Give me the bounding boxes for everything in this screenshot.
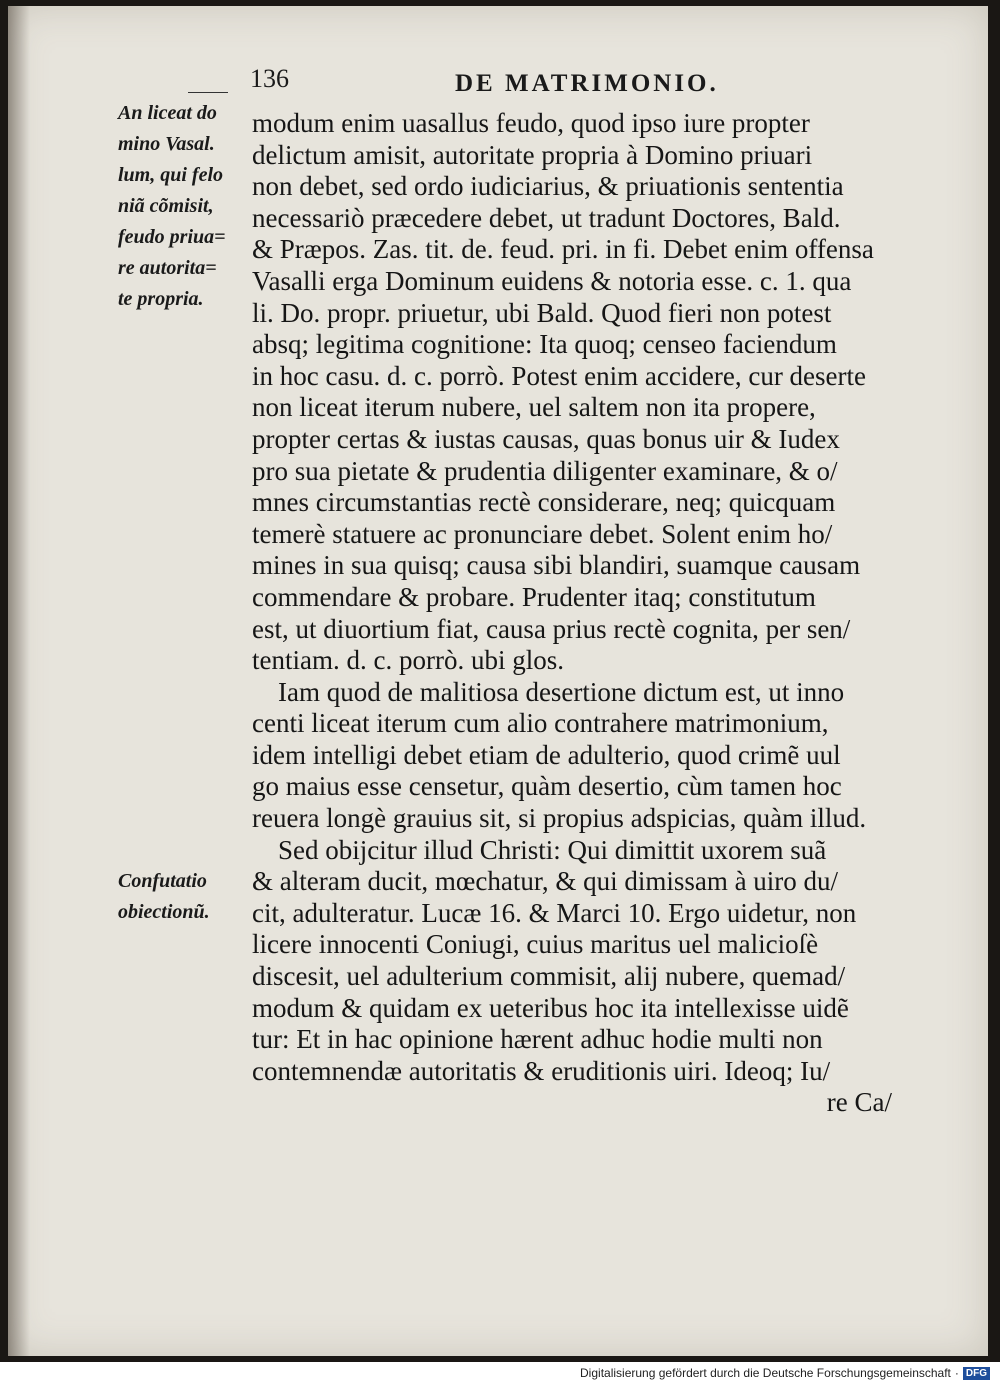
text-line: temerè statuere ac pronunciare debet. Solent enim ho/ xyxy=(252,518,833,549)
marginal-line: Confutatio xyxy=(118,870,207,892)
text-line: go maius esse censetur, quàm desertio, cùm tamen hoc xyxy=(252,771,842,802)
text-line: discesit, uel adulterium commisit, alij nubere, quemad/ xyxy=(252,961,846,992)
footer-text: Digitalisierung gefördert durch die Deutsche Forschungsgemeinschaft xyxy=(580,1366,951,1380)
text-line: mnes circumstantias rectè considerare, neq; quicquam xyxy=(252,487,836,518)
marginal-line: An liceat do xyxy=(118,102,217,124)
text-line: cit, adulteratur. Lucæ 16. & Marci 10. Ergo uidetur, non xyxy=(252,897,857,928)
text-line: idem intelligi debet etiam de adulterio, quod crimẽ uul xyxy=(252,739,841,770)
page-number: 136 xyxy=(250,64,289,93)
footer-credit: Digitalisierung gefördert durch die Deutsche Forschungsgemeinschaft · DFG xyxy=(580,1366,990,1380)
marginal-line: obiectionũ. xyxy=(118,901,210,923)
text-line: non debet, sed ordo iudiciarius, & priuationis sententia xyxy=(252,171,844,202)
gutter-shadow xyxy=(8,6,30,1356)
text-line: mines in sua quisq; causa sibi blandiri, suamque causam xyxy=(252,550,861,581)
text-line: commendare & probare. Prudenter itaq; constitutum xyxy=(252,581,816,612)
marginal-line: re autorita= xyxy=(118,257,217,279)
text-line: modum enim uasallus feudo, quod ipso iure propter xyxy=(252,108,810,138)
text-line: Iam quod de malitiosa desertione dictum est, ut inno xyxy=(278,676,845,707)
running-head: DE MATRIMONIO. xyxy=(455,70,719,97)
text-line: necessariò præcedere debet, ut tradunt Doctores, Bald. xyxy=(252,202,841,233)
marginal-line: niã cõmisit, xyxy=(118,195,214,217)
text-line: propter certas & iustas causas, quas bonus uir & Iudex xyxy=(252,423,840,454)
marginal-line: mino Vasal. xyxy=(118,133,215,155)
header-rule xyxy=(188,92,228,93)
text-line: Sed obijcitur illud Christi: Qui dimittit uxorem suã xyxy=(278,834,827,865)
body-text xyxy=(252,108,952,1119)
text-line: centi liceat iterum cum alio contrahere matrimonium, xyxy=(252,708,829,739)
marginal-note-2 xyxy=(118,866,246,928)
text-line: in hoc casu. d. c. porrò. Potest enim accidere, cur deserte xyxy=(252,360,867,391)
marginal-line: lum, qui felo xyxy=(118,164,224,186)
text-line: modum & quidam ex ueteribus hoc ita intellexisse uidẽ xyxy=(252,992,849,1023)
marginal-note-1 xyxy=(118,98,246,315)
marginal-line: te propria. xyxy=(118,288,204,310)
text-line: pro sua pietate & prudentia diligenter examinare, & o/ xyxy=(252,455,838,486)
text-line: licere innocenti Coniugi, cuius maritus uel malicioſè xyxy=(252,929,819,960)
marginal-line: feudo priua= xyxy=(118,226,226,248)
text-line: Vasalli erga Dominum euidens & notoria esse. c. 1. qua xyxy=(252,265,852,296)
text-line: li. Do. propr. priuetur, ubi Bald. Quod fieri non potest xyxy=(252,297,832,328)
text-line: est, ut diuortium fiat, causa prius rectè cognita, per sen/ xyxy=(252,613,851,644)
catchword: re Ca/ xyxy=(826,1087,892,1118)
text-line: non liceat iterum nubere, uel saltem non ita propere, xyxy=(252,392,816,423)
text-line: reuera longè grauius sit, si propius adspicias, quàm illud. xyxy=(252,803,867,834)
text-line: & Præpos. Zas. tit. de. feud. pri. in fi. Debet enim offensa xyxy=(252,234,874,265)
dfg-logo-icon: DFG xyxy=(963,1367,990,1380)
text-line: tur: Et in hac opinione hærent adhuc hodie multi non xyxy=(252,1024,823,1055)
text-line: contemnendæ autoritatis & eruditionis uiri. Ideoq; Iu/ xyxy=(252,1055,831,1086)
text-line: tentiam. d. c. porrò. ubi glos. xyxy=(252,645,564,676)
text-line: absq; legitima cognitione: Ita quoq; censeo faciendum xyxy=(252,329,837,360)
text-line: delictum amisit, autoritate propria à Domino priuari xyxy=(252,139,813,170)
text-line: & alteram ducit, mœchatur, & qui dimissam à uiro du/ xyxy=(252,866,839,897)
